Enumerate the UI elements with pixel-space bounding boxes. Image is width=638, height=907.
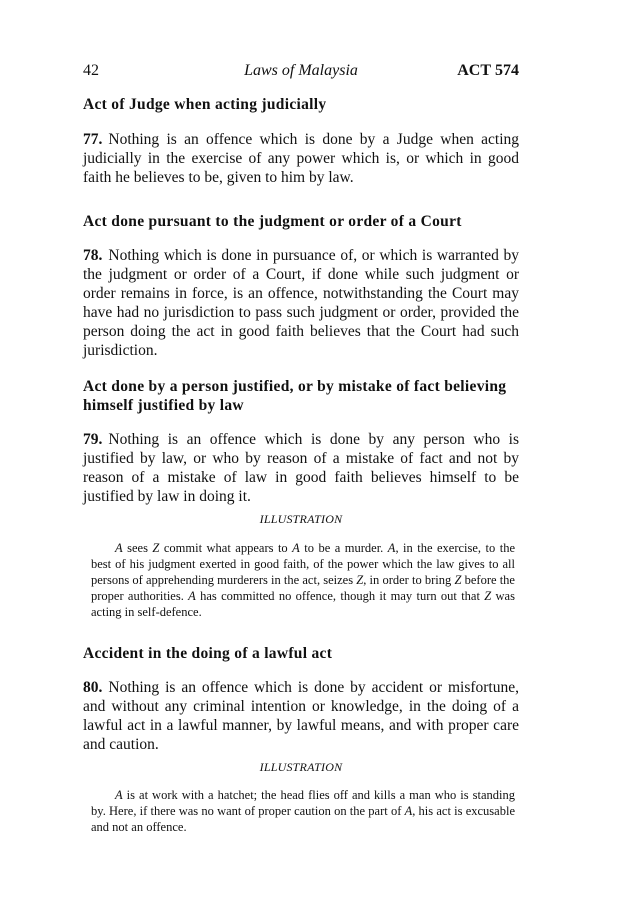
section-79-illustration: A sees Z commit what appears to A to be a murder. A, in the exercise, to the best of his judgment exerted in good faith, of the power which the law gives to all persons of apprehending murderers in the act, seizes Z, in order to bring Z before the proper authorities. A has committed no offence, though it may turn out that Z was acting in self-defence. [91,541,516,619]
section-79-number: 79. [83,431,103,448]
running-title: Laws of Malaysia [244,62,358,79]
act-label [457,62,519,80]
section-80-illustration-heading: ILLUSTRATION [259,760,343,774]
section-77-title: Act of Judge when acting judicially [83,96,327,113]
act-number: 574 [495,62,519,79]
section-77-text: Nothing is an offence which is done by a Judge when acting judicially in the exercise of any power which is, or which in good faith he believes to be, given to him by law. [83,131,519,186]
page-number: 42 [83,62,99,79]
section-80-title: Accident in the doing of a lawful act [83,645,333,662]
section-78-title: Act done pursuant to the judgment or order of a Court [83,213,462,230]
section-77-body [83,130,519,187]
section-80-body [83,678,519,754]
section-79-illustration-heading: ILLUSTRATION [259,512,343,526]
section-78-number: 78. [83,247,103,264]
act-prefix: ACT [457,62,491,79]
section-80-illustration: A is at work with a hatchet; the head flies off and kills a man who is standing by. Here, if there was no want of proper caution on the part of A, his act is excusable and not an offence. [91,788,515,834]
page-header [83,62,519,82]
section-79-title: Act done by a person justified, or by mistake of fact believing himself justified by law [83,378,507,414]
section-80-text: Nothing is an offence which is done by accident or misfortune, and without any criminal intention or knowledge, in the doing of a lawful act in a lawful manner, by lawful means, and with proper care and caution. [83,679,519,753]
section-80-number: 80. [83,679,103,696]
section-79-body [83,430,519,506]
section-79-text: Nothing is an offence which is done by any person who is justified by law, or who by reason of a mistake of fact and not by reason of a mistake of law in good faith believes himself to be justified by law in doing it. [83,431,519,505]
section-78-body [83,246,519,360]
section-77-number: 77. [83,131,103,148]
section-78-text: Nothing which is done in pursuance of, or which is warranted by the judgment or order of a Court, if done while such judgment or order remains in force, is an offence, notwithstanding the Court may have had no jurisdiction to pass such judgment or order, provided the person doing the act in good faith believes that the Court had such jurisdiction. [83,247,519,359]
